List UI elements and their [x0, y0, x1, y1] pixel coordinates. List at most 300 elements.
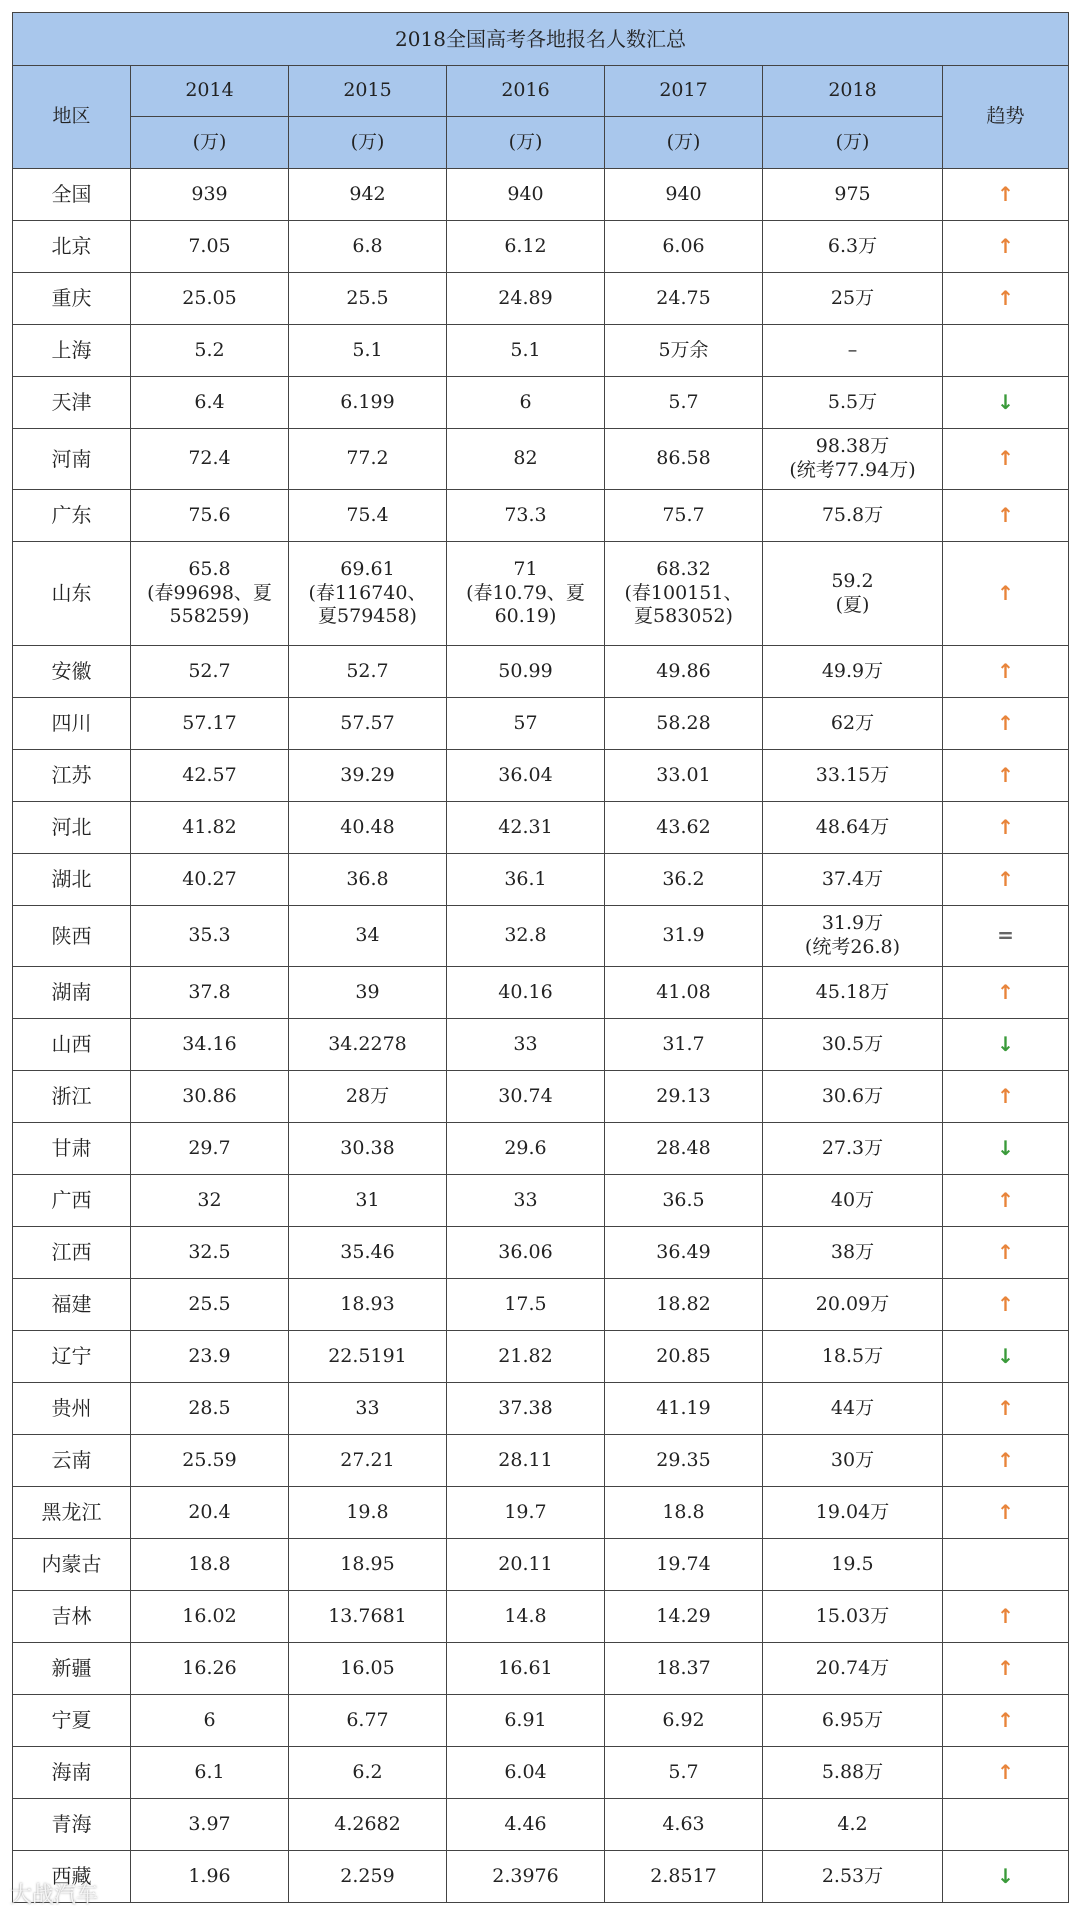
value-cell-2015 — [289, 1487, 447, 1539]
value-cell-2015 — [289, 750, 447, 802]
value-line: (春100151、 — [624, 581, 743, 604]
value-cell-2018 — [763, 698, 943, 750]
value-line: (春116740、 — [308, 581, 427, 604]
value-line: 31.9万 — [821, 912, 884, 935]
value-line: 29.13 — [656, 1084, 711, 1107]
arrow-down-icon: ↓ — [997, 1135, 1014, 1160]
region-cell: 河北 — [13, 802, 131, 854]
arrow-up-icon: ↑ — [997, 762, 1014, 787]
value-line: 33 — [513, 1032, 538, 1055]
value-line: 27.3万 — [821, 1136, 884, 1159]
value-line: 18.93 — [340, 1292, 395, 1315]
value-cell-2014 — [131, 1695, 289, 1747]
table-row — [13, 1331, 1069, 1383]
value-line: 33 — [513, 1188, 538, 1211]
trend-cell — [943, 1175, 1069, 1227]
value-cell-2017 — [605, 1591, 763, 1643]
value-line: 25.59 — [182, 1448, 237, 1471]
header-unit: (万) — [447, 117, 605, 169]
value-line: 30.5万 — [821, 1032, 884, 1055]
value-line: 49.9万 — [821, 659, 884, 682]
table-row — [13, 906, 1069, 967]
arrow-up-icon: ↑ — [997, 1239, 1014, 1264]
value-line: 6.1 — [194, 1760, 225, 1783]
table-row — [13, 698, 1069, 750]
table-row — [13, 1227, 1069, 1279]
value-line: 52.7 — [346, 659, 389, 682]
value-cell-2015 — [289, 1747, 447, 1799]
region-cell: 浙江 — [13, 1071, 131, 1123]
trend-cell — [943, 1331, 1069, 1383]
region-cell: 山东 — [13, 542, 131, 646]
value-line: 52.7 — [188, 659, 231, 682]
value-line: 25.5 — [188, 1292, 231, 1315]
value-cell-2016 — [447, 854, 605, 906]
value-line: 35.46 — [340, 1240, 395, 1263]
table-row — [13, 1747, 1069, 1799]
header-year-2015: 2015 — [289, 66, 447, 117]
value-cell-2014 — [131, 750, 289, 802]
table-row — [13, 377, 1069, 429]
region-cell: 安徽 — [13, 646, 131, 698]
value-line: 24.75 — [656, 286, 711, 309]
value-line: 4.2 — [837, 1812, 868, 1835]
value-line: 42.57 — [182, 763, 237, 786]
value-line: 1.96 — [188, 1864, 231, 1887]
value-line: 942 — [349, 182, 386, 205]
value-cell-2018 — [763, 1487, 943, 1539]
value-cell-2017 — [605, 325, 763, 377]
table-row — [13, 1279, 1069, 1331]
value-cell-2018 — [763, 325, 943, 377]
value-line: 49.86 — [656, 659, 711, 682]
value-cell-2014 — [131, 1539, 289, 1591]
value-cell-2018 — [763, 1383, 943, 1435]
value-line: 33.15万 — [815, 763, 890, 786]
value-cell-2015 — [289, 646, 447, 698]
table-row — [13, 1851, 1069, 1903]
value-line: 29.35 — [656, 1448, 711, 1471]
value-cell-2014 — [131, 1851, 289, 1903]
value-line: 40万 — [830, 1188, 875, 1211]
value-cell-2018 — [763, 1539, 943, 1591]
value-cell-2015 — [289, 967, 447, 1019]
region-cell: 四川 — [13, 698, 131, 750]
trend-cell — [943, 646, 1069, 698]
trend-cell — [943, 1591, 1069, 1643]
trend-cell — [943, 1071, 1069, 1123]
value-line: 4.46 — [504, 1812, 547, 1835]
value-line: 33 — [355, 1396, 380, 1419]
value-cell-2017 — [605, 854, 763, 906]
value-cell-2016 — [447, 1383, 605, 1435]
trend-cell — [943, 1435, 1069, 1487]
trend-cell — [943, 906, 1069, 967]
value-cell-2017 — [605, 377, 763, 429]
value-cell-2015 — [289, 273, 447, 325]
value-line: 18.95 — [340, 1552, 395, 1575]
value-cell-2015 — [289, 1435, 447, 1487]
value-line: 36.06 — [498, 1240, 553, 1263]
value-line: 6.199 — [340, 390, 395, 413]
value-line: 13.7681 — [328, 1604, 407, 1627]
value-line: 17.5 — [504, 1292, 547, 1315]
value-line: 57.17 — [182, 711, 237, 734]
table-row — [13, 1695, 1069, 1747]
value-cell-2015 — [289, 169, 447, 221]
value-cell-2015 — [289, 542, 447, 646]
table-row — [13, 1799, 1069, 1851]
value-line: 43.62 — [656, 815, 711, 838]
value-line: 6.91 — [504, 1708, 547, 1731]
value-line: 42.31 — [498, 815, 553, 838]
value-cell-2017 — [605, 698, 763, 750]
value-line: – — [847, 338, 858, 361]
region-cell: 新疆 — [13, 1643, 131, 1695]
value-cell-2016 — [447, 542, 605, 646]
value-line: 2.3976 — [492, 1864, 559, 1887]
header-year-2014: 2014 — [131, 66, 289, 117]
value-line: 940 — [665, 182, 702, 205]
value-cell-2014 — [131, 542, 289, 646]
header-unit: (万) — [131, 117, 289, 169]
region-cell: 广东 — [13, 490, 131, 542]
value-line: 19.74 — [656, 1552, 711, 1575]
trend-cell — [943, 854, 1069, 906]
trend-cell — [943, 1383, 1069, 1435]
arrow-up-icon: ↑ — [997, 814, 1014, 839]
table-row — [13, 325, 1069, 377]
value-line: 25.05 — [182, 286, 237, 309]
region-cell: 北京 — [13, 221, 131, 273]
value-cell-2017 — [605, 1435, 763, 1487]
value-cell-2014 — [131, 377, 289, 429]
value-line: 41.08 — [656, 980, 711, 1003]
arrow-up-icon: ↑ — [997, 285, 1014, 310]
value-line: 5万余 — [658, 338, 709, 361]
value-line: 18.82 — [656, 1292, 711, 1315]
table-title: 2018全国高考各地报名人数汇总 — [13, 13, 1069, 66]
value-line: 82 — [513, 447, 538, 470]
trend-cell — [943, 1539, 1069, 1591]
value-line: 2.53万 — [821, 1864, 884, 1887]
arrow-down-icon: ↓ — [997, 389, 1014, 414]
value-cell-2016 — [447, 1071, 605, 1123]
value-cell-2017 — [605, 429, 763, 490]
value-cell-2017 — [605, 1851, 763, 1903]
value-cell-2014 — [131, 802, 289, 854]
value-cell-2017 — [605, 221, 763, 273]
value-line: 6.06 — [662, 234, 705, 257]
equals-icon: = — [997, 923, 1014, 948]
value-line: 19.04万 — [815, 1500, 890, 1523]
value-cell-2017 — [605, 490, 763, 542]
value-line: 14.8 — [504, 1604, 547, 1627]
value-line: 57 — [513, 711, 538, 734]
value-line: 19.8 — [346, 1500, 389, 1523]
table-row — [13, 802, 1069, 854]
header-year-2017: 2017 — [605, 66, 763, 117]
value-cell-2018 — [763, 1591, 943, 1643]
value-cell-2018 — [763, 1331, 943, 1383]
value-cell-2017 — [605, 1123, 763, 1175]
value-cell-2015 — [289, 1851, 447, 1903]
arrow-down-icon: ↓ — [997, 1863, 1014, 1888]
trend-cell — [943, 1747, 1069, 1799]
value-cell-2017 — [605, 1747, 763, 1799]
value-line: 18.8 — [188, 1552, 231, 1575]
trend-cell — [943, 1227, 1069, 1279]
value-line: 37.38 — [498, 1396, 553, 1419]
arrow-up-icon: ↑ — [997, 1707, 1014, 1732]
value-cell-2017 — [605, 1695, 763, 1747]
arrow-up-icon: ↑ — [997, 1447, 1014, 1472]
value-line: 18.8 — [662, 1500, 705, 1523]
value-cell-2018 — [763, 906, 943, 967]
value-cell-2014 — [131, 169, 289, 221]
value-line: 75.7 — [662, 503, 705, 526]
value-cell-2014 — [131, 1071, 289, 1123]
value-line: 60.19) — [494, 605, 557, 628]
value-line: 29.6 — [504, 1136, 547, 1159]
value-cell-2018 — [763, 1123, 943, 1175]
value-line: 2.8517 — [650, 1864, 717, 1887]
table-row — [13, 429, 1069, 490]
value-line: 65.8 — [188, 557, 231, 580]
value-cell-2018 — [763, 646, 943, 698]
value-cell-2014 — [131, 221, 289, 273]
value-line: 4.2682 — [334, 1812, 401, 1835]
trend-cell — [943, 169, 1069, 221]
value-cell-2017 — [605, 273, 763, 325]
value-line: (春99698、夏 — [147, 581, 272, 604]
value-cell-2017 — [605, 1539, 763, 1591]
value-cell-2015 — [289, 906, 447, 967]
value-cell-2015 — [289, 1175, 447, 1227]
region-cell: 宁夏 — [13, 1695, 131, 1747]
value-cell-2018 — [763, 750, 943, 802]
value-line: 34.2278 — [328, 1032, 407, 1055]
value-line: 14.29 — [656, 1604, 711, 1627]
region-cell: 湖南 — [13, 967, 131, 1019]
value-line: 75.6 — [188, 503, 231, 526]
value-cell-2016 — [447, 1643, 605, 1695]
table-row — [13, 967, 1069, 1019]
header-year-2018: 2018 — [763, 66, 943, 117]
value-line: 31.9 — [662, 924, 705, 947]
value-cell-2015 — [289, 1539, 447, 1591]
value-line: 5.5万 — [827, 390, 878, 413]
value-cell-2018 — [763, 490, 943, 542]
value-cell-2018 — [763, 1695, 943, 1747]
region-cell: 福建 — [13, 1279, 131, 1331]
registration-table — [12, 12, 1069, 1903]
trend-cell — [943, 1851, 1069, 1903]
value-cell-2014 — [131, 490, 289, 542]
arrow-up-icon: ↑ — [997, 1759, 1014, 1784]
value-cell-2018 — [763, 1851, 943, 1903]
value-cell-2015 — [289, 1123, 447, 1175]
value-cell-2014 — [131, 1175, 289, 1227]
table-row — [13, 542, 1069, 646]
value-cell-2018 — [763, 967, 943, 1019]
value-line: 98.38万 — [815, 435, 890, 458]
value-line: 86.58 — [656, 447, 711, 470]
value-line: 6.04 — [504, 1760, 547, 1783]
arrow-up-icon: ↑ — [997, 979, 1014, 1004]
value-cell-2014 — [131, 1747, 289, 1799]
value-line: 24.89 — [498, 286, 553, 309]
arrow-up-icon: ↑ — [997, 1187, 1014, 1212]
value-line: 6.92 — [662, 1708, 705, 1731]
value-line: 38万 — [830, 1240, 875, 1263]
trend-cell — [943, 1019, 1069, 1071]
value-cell-2014 — [131, 1279, 289, 1331]
value-cell-2016 — [447, 1695, 605, 1747]
value-cell-2014 — [131, 273, 289, 325]
value-cell-2018 — [763, 1175, 943, 1227]
value-cell-2014 — [131, 1435, 289, 1487]
value-cell-2018 — [763, 542, 943, 646]
value-line: 44万 — [830, 1396, 875, 1419]
value-cell-2017 — [605, 646, 763, 698]
value-line: 34.16 — [182, 1032, 237, 1055]
value-cell-2016 — [447, 1019, 605, 1071]
value-cell-2016 — [447, 1591, 605, 1643]
region-cell: 西藏 — [13, 1851, 131, 1903]
arrow-up-icon: ↑ — [997, 446, 1014, 471]
table-row — [13, 169, 1069, 221]
value-line: 6.77 — [346, 1708, 389, 1731]
value-line: 6.8 — [352, 234, 383, 257]
value-cell-2017 — [605, 1227, 763, 1279]
value-cell-2018 — [763, 273, 943, 325]
value-line: 27.21 — [340, 1448, 395, 1471]
region-cell: 黑龙江 — [13, 1487, 131, 1539]
value-cell-2016 — [447, 273, 605, 325]
value-cell-2018 — [763, 854, 943, 906]
value-line: 940 — [507, 182, 544, 205]
value-cell-2018 — [763, 1747, 943, 1799]
value-line: 48.64万 — [815, 815, 890, 838]
value-cell-2016 — [447, 1123, 605, 1175]
trend-cell — [943, 429, 1069, 490]
value-line: 3.97 — [188, 1812, 231, 1835]
region-cell: 山西 — [13, 1019, 131, 1071]
value-cell-2017 — [605, 169, 763, 221]
value-line: 20.74万 — [815, 1656, 890, 1679]
value-cell-2016 — [447, 750, 605, 802]
value-line: 16.05 — [340, 1656, 395, 1679]
value-cell-2016 — [447, 1747, 605, 1799]
value-cell-2018 — [763, 1643, 943, 1695]
value-cell-2018 — [763, 377, 943, 429]
trend-cell — [943, 1695, 1069, 1747]
region-cell: 江苏 — [13, 750, 131, 802]
value-line: 69.61 — [340, 557, 395, 580]
trend-cell — [943, 542, 1069, 646]
region-cell: 湖北 — [13, 854, 131, 906]
value-cell-2014 — [131, 1227, 289, 1279]
table-row — [13, 273, 1069, 325]
value-cell-2016 — [447, 1435, 605, 1487]
value-line: 19.7 — [504, 1500, 547, 1523]
value-line: 33.01 — [656, 763, 711, 786]
value-cell-2017 — [605, 1799, 763, 1851]
arrow-up-icon: ↑ — [997, 233, 1014, 258]
value-cell-2014 — [131, 1331, 289, 1383]
value-cell-2014 — [131, 967, 289, 1019]
value-cell-2015 — [289, 1019, 447, 1071]
value-line: 18.5万 — [821, 1344, 884, 1367]
value-cell-2016 — [447, 698, 605, 750]
header-trend: 趋势 — [943, 66, 1069, 169]
value-line: 71 — [513, 557, 538, 580]
value-line: 23.9 — [188, 1344, 231, 1367]
arrow-up-icon: ↑ — [997, 502, 1014, 527]
value-cell-2017 — [605, 1643, 763, 1695]
value-line: 36.04 — [498, 763, 553, 786]
value-cell-2014 — [131, 1487, 289, 1539]
value-line: 5.1 — [352, 338, 383, 361]
value-line: 939 — [191, 182, 228, 205]
value-cell-2016 — [447, 377, 605, 429]
value-cell-2016 — [447, 1279, 605, 1331]
value-cell-2016 — [447, 325, 605, 377]
table-row — [13, 1539, 1069, 1591]
value-line: 72.4 — [188, 447, 231, 470]
value-line: 28万 — [345, 1084, 390, 1107]
value-line: 40.48 — [340, 815, 395, 838]
value-cell-2014 — [131, 646, 289, 698]
value-cell-2017 — [605, 1279, 763, 1331]
value-cell-2015 — [289, 802, 447, 854]
value-line: 5.1 — [510, 338, 541, 361]
value-cell-2015 — [289, 1227, 447, 1279]
value-line: 36.8 — [346, 867, 389, 890]
value-line: 34 — [355, 924, 380, 947]
region-cell: 上海 — [13, 325, 131, 377]
value-cell-2015 — [289, 221, 447, 273]
value-line: 20.4 — [188, 1500, 231, 1523]
value-line: 39.29 — [340, 763, 395, 786]
value-line: (夏) — [835, 593, 870, 616]
trend-cell — [943, 1799, 1069, 1851]
value-line: 45.18万 — [815, 980, 890, 1003]
value-line: 29.7 — [188, 1136, 231, 1159]
value-cell-2014 — [131, 906, 289, 967]
value-cell-2015 — [289, 1279, 447, 1331]
value-line: 75.8万 — [821, 503, 884, 526]
value-cell-2014 — [131, 1643, 289, 1695]
value-cell-2018 — [763, 1799, 943, 1851]
arrow-down-icon: ↓ — [997, 1031, 1014, 1056]
trend-cell — [943, 1487, 1069, 1539]
value-cell-2018 — [763, 221, 943, 273]
table-row — [13, 1123, 1069, 1175]
value-line: 20.09万 — [815, 1292, 890, 1315]
value-cell-2016 — [447, 1331, 605, 1383]
watermark-logo: 大战汽车 — [10, 1883, 99, 1908]
value-line: 35.3 — [188, 924, 231, 947]
value-line: 22.5191 — [328, 1344, 407, 1367]
trend-cell — [943, 325, 1069, 377]
table-row — [13, 1591, 1069, 1643]
value-line: 20.11 — [498, 1552, 553, 1575]
table-row — [13, 1175, 1069, 1227]
value-line: 16.02 — [182, 1604, 237, 1627]
value-line: 16.61 — [498, 1656, 553, 1679]
